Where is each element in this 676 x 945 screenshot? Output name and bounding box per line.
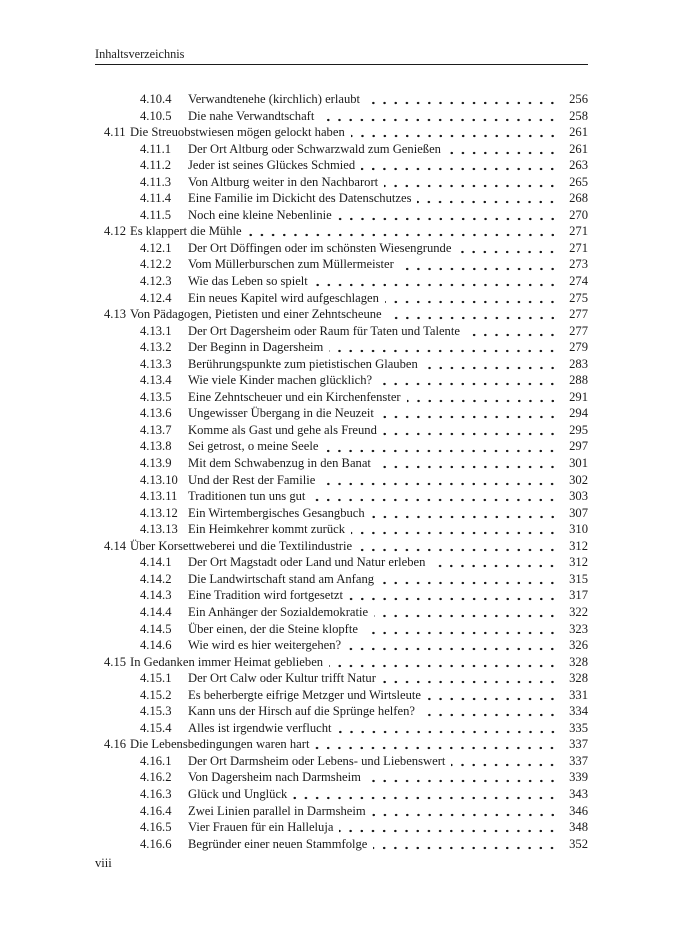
toc-entry-title: Der Ort Döffingen oder im schönsten Wiesengrunde [188, 240, 452, 255]
toc-entry-page: 310 [569, 522, 588, 537]
toc-entry [104, 621, 588, 638]
toc-entry-page: 275 [569, 290, 588, 305]
toc-entry-number: 4.14 [104, 538, 127, 553]
toc-dotted-leader [372, 803, 559, 820]
toc-dotted-leader [361, 157, 559, 174]
toc-entry-title: Kann uns der Hirsch auf die Sprünge helfen? [188, 704, 415, 719]
toc-entry-number: 4.14.2 [140, 571, 172, 586]
toc-entry [104, 389, 588, 406]
toc-entry-title: Vier Frauen für ein Halleluja [188, 820, 334, 835]
toc-entry-number: 4.13.9 [140, 456, 172, 471]
toc-entry [104, 323, 588, 340]
toc-entry-title: Eine Familie im Dickicht des Datenschutzes [188, 191, 412, 206]
toc-entry [104, 554, 588, 571]
toc-entry-page: 294 [569, 406, 588, 421]
toc-entry-title: Wie viele Kinder machen glücklich? [188, 373, 373, 388]
toc-entry-page: 352 [569, 836, 588, 851]
toc-entry-number: 4.13 [104, 307, 127, 322]
toc-dotted-leader [431, 554, 559, 571]
toc-entry-page: 277 [569, 323, 588, 338]
toc-entry-title: Von Altburg weiter in den Nachbarort [188, 174, 379, 189]
toc-dotted-leader [384, 174, 559, 191]
toc-entry-number: 4.16.6 [140, 836, 172, 851]
toc-entry-page: 328 [569, 671, 588, 686]
toc-entry-title: Die Streuobstwiesen mögen gelockt haben [130, 125, 345, 140]
toc-entry-title: Es beherbergte eifrige Metzger und Wirtsleute [188, 687, 421, 702]
toc-dotted-leader [380, 405, 559, 422]
toc-entry-page: 315 [569, 571, 588, 586]
toc-entry-number: 4.11.1 [140, 141, 172, 156]
toc-entry-title: Der Beginn in Dagersheim [188, 340, 324, 355]
toc-entry-number: 4.12.3 [140, 274, 172, 289]
toc-entry-number: 4.11.2 [140, 158, 172, 173]
toc-entry [104, 736, 588, 753]
toc-entry-number: 4.16.1 [140, 753, 172, 768]
toc-entry-page: 283 [569, 356, 588, 371]
toc-entry-page: 277 [569, 307, 588, 322]
toc-entry-number: 4.13.7 [140, 422, 172, 437]
toc-entry-page: 295 [569, 422, 588, 437]
toc-entry-number: 4.15 [104, 654, 127, 669]
toc-entry-number: 4.14.3 [140, 588, 172, 603]
toc-entry-title: Wie wird es hier weitergehen? [188, 638, 342, 653]
toc-dotted-leader [311, 488, 559, 505]
toc-dotted-leader [351, 521, 559, 538]
toc-entry-title: Jeder ist seines Glückes Schmied [188, 158, 356, 173]
toc-entry-page: 322 [569, 604, 588, 619]
table-of-contents [104, 91, 588, 852]
toc-dotted-leader [385, 290, 559, 307]
toc-dotted-leader [373, 836, 559, 853]
toc-entry-number: 4.14.4 [140, 604, 172, 619]
toc-entry-page: 339 [569, 770, 588, 785]
toc-entry [104, 405, 588, 422]
toc-entry [104, 587, 588, 604]
toc-entry [104, 505, 588, 522]
toc-entry-page: 268 [569, 191, 588, 206]
toc-entry [104, 455, 588, 472]
toc-entry-page: 337 [569, 737, 588, 752]
toc-entry [104, 273, 588, 290]
toc-dotted-leader [315, 736, 559, 753]
toc-entry-title: Glück und Unglück [188, 786, 288, 801]
toc-entry-title: In Gedanken immer Heimat geblieben [130, 654, 324, 669]
toc-entry-page: 271 [569, 240, 588, 255]
toc-dotted-leader [339, 819, 559, 836]
toc-entry-title: Über einen, der die Steine klopfte [188, 621, 358, 636]
toc-dotted-leader [378, 372, 559, 389]
toc-entry [104, 538, 588, 555]
toc-entry-page: 323 [569, 621, 588, 636]
toc-entry-title: Von Pädagogen, Pietisten und einer Zehntscheune [130, 307, 382, 322]
toc-entry-number: 4.10.5 [140, 108, 172, 123]
toc-entry-page: 256 [569, 92, 588, 106]
toc-dotted-leader [320, 108, 559, 125]
header-rule [95, 64, 588, 65]
toc-entry-number: 4.12.1 [140, 240, 172, 255]
toc-entry-number: 4.15.1 [140, 671, 172, 686]
toc-entry-title: Begründer einer neuen Stammfolge [188, 836, 368, 851]
toc-entry-title: Ein Anhänger der Sozialdemokratie [188, 604, 369, 619]
toc-entry-page: 279 [569, 340, 588, 355]
toc-entry-page: 303 [569, 489, 588, 504]
toc-entry-page: 273 [569, 257, 588, 272]
toc-entry-page: 263 [569, 158, 588, 173]
toc-entry [104, 306, 588, 323]
toc-entry [104, 356, 588, 373]
toc-entry [104, 687, 588, 704]
toc-entry-page: 348 [569, 820, 588, 835]
toc-entry [104, 786, 588, 803]
toc-entry [104, 223, 588, 240]
toc-dotted-leader [417, 190, 559, 207]
toc-entry-number: 4.11.3 [140, 174, 172, 189]
toc-dotted-leader [347, 637, 559, 654]
toc-entry-number: 4.15.4 [140, 720, 172, 735]
toc-entry-title: Noch eine kleine Nebenlinie [188, 207, 332, 222]
toc-entry-title: Die Landwirtschaft stand am Anfang [188, 571, 375, 586]
toc-entry-page: 301 [569, 456, 588, 471]
toc-dotted-leader [367, 769, 559, 786]
running-header: Inhaltsverzeichnis [95, 47, 185, 61]
toc-dotted-leader [324, 438, 559, 455]
toc-dotted-leader [382, 670, 559, 687]
toc-dotted-leader [371, 505, 559, 522]
toc-entry-title: Die nahe Verwandtschaft [188, 108, 315, 123]
toc-entry-number: 4.13.12 [140, 505, 178, 520]
toc-entry-number: 4.11.5 [140, 207, 172, 222]
toc-entry-number: 4.14.1 [140, 555, 172, 570]
toc-entry-number: 4.12 [104, 224, 127, 239]
toc-dotted-leader [321, 472, 559, 489]
toc-entry [104, 174, 588, 191]
toc-entry [104, 488, 588, 505]
toc-entry-title: Der Ort Magstadt oder Land und Natur erleben [188, 555, 426, 570]
toc-entry-number: 4.16 [104, 737, 127, 752]
toc-entry-page: 297 [569, 439, 588, 454]
toc-dotted-leader [374, 604, 559, 621]
toc-entry-title: Komme als Gast und gehe als Freund [188, 422, 377, 437]
toc-entry [104, 372, 588, 389]
toc-dotted-leader [427, 687, 559, 704]
toc-entry-number: 4.15.2 [140, 687, 172, 702]
toc-entry [104, 339, 588, 356]
toc-entry-number: 4.13.1 [140, 323, 172, 338]
toc-entry [104, 290, 588, 307]
toc-entry [104, 654, 588, 671]
toc-dotted-leader [383, 422, 559, 439]
toc-dotted-leader [248, 223, 559, 240]
toc-entry-page: 270 [569, 207, 588, 222]
toc-entry-title: Eine Tradition wird fortgesetzt [188, 588, 343, 603]
toc-entry-title: Der Ort Dagersheim oder Raum für Taten und Talente [188, 323, 460, 338]
toc-entry-title: Der Ort Altburg oder Schwarzwald zum Genießen [188, 141, 441, 156]
toc-entry-number: 4.13.4 [140, 373, 172, 388]
toc-entry-page: 291 [569, 389, 588, 404]
toc-entry-title: Mit dem Schwabenzug in den Banat [188, 456, 371, 471]
toc-entry-number: 4.13.6 [140, 406, 172, 421]
toc-entry-page: 317 [569, 588, 588, 603]
toc-entry [104, 157, 588, 174]
toc-dotted-leader [421, 703, 559, 720]
toc-dotted-leader [314, 273, 559, 290]
toc-dotted-leader [447, 141, 559, 158]
toc-entry-number: 4.13.11 [140, 489, 178, 504]
toc-entry-title: Über Korsettweberei und die Textilindustrie [130, 538, 353, 553]
toc-entry [104, 207, 588, 224]
toc-dotted-leader [349, 587, 559, 604]
toc-dotted-leader [293, 786, 559, 803]
toc-dotted-leader [329, 339, 559, 356]
toc-entry [104, 753, 588, 770]
toc-entry-page: 258 [569, 108, 588, 123]
toc-entry [104, 703, 588, 720]
toc-entry-number: 4.12.2 [140, 257, 172, 272]
toc-entry-number: 4.16.5 [140, 820, 172, 835]
toc-dotted-leader [377, 455, 559, 472]
toc-entry-title: Verwandtenehe (kirchlich) erlaubt [188, 92, 361, 106]
toc-entry-page: 265 [569, 174, 588, 189]
toc-entry-page: 274 [569, 274, 588, 289]
toc-entry-number: 4.13.2 [140, 340, 172, 355]
toc-entry-page: 326 [569, 638, 588, 653]
toc-entry-title: Von Dagersheim nach Darmsheim [188, 770, 361, 785]
toc-entry-number: 4.16.4 [140, 803, 172, 818]
toc-dotted-leader [407, 389, 559, 406]
toc-entry-page: 261 [569, 125, 588, 140]
toc-entry [104, 769, 588, 786]
toc-entry-page: 346 [569, 803, 588, 818]
toc-entry [104, 637, 588, 654]
toc-entry-number: 4.14.6 [140, 638, 172, 653]
toc-entry-number: 4.16.2 [140, 770, 172, 785]
toc-dotted-leader [380, 571, 559, 588]
toc-entry-number: 4.13.5 [140, 389, 172, 404]
toc-entry-title: Traditionen tun uns gut [188, 489, 306, 504]
toc-entry-number: 4.14.5 [140, 621, 172, 636]
toc-entry-page: 312 [569, 538, 588, 553]
toc-dotted-leader [338, 207, 559, 224]
toc-entry-number: 4.15.3 [140, 704, 172, 719]
toc-entry-title: Und der Rest der Familie [188, 472, 316, 487]
toc-dotted-leader [400, 256, 559, 273]
page-number-footer: viii [95, 856, 112, 870]
toc-entry [104, 571, 588, 588]
toc-entry [104, 91, 588, 108]
toc-entry [104, 836, 588, 853]
toc-entry [104, 190, 588, 207]
toc-entry-title: Wie das Leben so spielt [188, 274, 308, 289]
toc-entry-page: 312 [569, 555, 588, 570]
toc-entry [104, 670, 588, 687]
toc-entry [104, 108, 588, 125]
toc-entry-title: Eine Zehntscheuer und ein Kirchenfenster [188, 389, 401, 404]
toc-entry [104, 422, 588, 439]
toc-entry [104, 141, 588, 158]
toc-entry-page: 271 [569, 224, 588, 239]
toc-entry-page: 337 [569, 753, 588, 768]
toc-entry-title: Ein Heimkehrer kommt zurück [188, 522, 346, 537]
toc-entry-number: 4.16.3 [140, 786, 172, 801]
toc-entry-title: Der Ort Darmsheim oder Lebens- und Liebenswert [188, 753, 446, 768]
toc-entry-number: 4.13.3 [140, 356, 172, 371]
toc-entry-page: 307 [569, 505, 588, 520]
toc-entry-number: 4.11 [104, 125, 126, 140]
toc-entry-title: Der Ort Calw oder Kultur trifft Natur [188, 671, 376, 686]
toc-dotted-leader [358, 538, 559, 555]
toc-dotted-leader [424, 356, 559, 373]
toc-entry [104, 604, 588, 621]
toc-entry-page: 288 [569, 373, 588, 388]
toc-entry [104, 256, 588, 273]
toc-entry [104, 240, 588, 257]
toc-entry-title: Ein Wirtembergisches Gesangbuch [188, 505, 365, 520]
toc-entry-title: Es klappert die Mühle [130, 224, 242, 239]
toc-entry [104, 472, 588, 489]
toc-entry [104, 124, 588, 141]
toc-entry-title: Die Lebensbedingungen waren hart [130, 737, 310, 752]
toc-entry [104, 438, 588, 455]
toc-dotted-leader [457, 240, 559, 257]
toc-entry-title: Vom Müllerburschen zum Müllermeister [188, 257, 394, 272]
toc-dotted-leader [351, 124, 559, 141]
toc-entry-page: 331 [569, 687, 588, 702]
toc-dotted-leader [466, 323, 559, 340]
toc-entry-title: Zwei Linien parallel in Darmsheim [188, 803, 366, 818]
toc-entry-number: 4.12.4 [140, 290, 172, 305]
toc-entry [104, 720, 588, 737]
toc-entry-title: Ein neues Kapitel wird aufgeschlagen [188, 290, 379, 305]
toc-dotted-leader [329, 654, 559, 671]
toc-entry-title: Berührungspunkte zum pietistischen Glauben [188, 356, 418, 371]
toc-dotted-leader [366, 91, 559, 108]
toc-entry [104, 803, 588, 820]
toc-entry [104, 819, 588, 836]
toc-entry-page: 334 [569, 704, 588, 719]
toc-entry-title: Alles ist irgendwie verflucht [188, 720, 332, 735]
toc-entry [104, 521, 588, 538]
toc-dotted-leader [388, 306, 559, 323]
toc-dotted-leader [451, 753, 559, 770]
toc-entry-page: 335 [569, 720, 588, 735]
toc-entry-number: 4.13.13 [140, 522, 178, 537]
toc-entry-number: 4.10.4 [140, 92, 172, 106]
toc-entry-number: 4.13.8 [140, 439, 172, 454]
toc-entry-page: 343 [569, 786, 588, 801]
toc-entry-page: 261 [569, 141, 588, 156]
toc-entry-number: 4.13.10 [140, 472, 178, 487]
toc-entry-title: Sei getrost, o meine Seele [188, 439, 319, 454]
toc-entry-title: Ungewisser Übergang in die Neuzeit [188, 406, 374, 421]
toc-dotted-leader [338, 720, 559, 737]
toc-entry-page: 302 [569, 472, 588, 487]
toc-entry-number: 4.11.4 [140, 191, 172, 206]
toc-dotted-leader [364, 621, 559, 638]
toc-entry-page: 328 [569, 654, 588, 669]
